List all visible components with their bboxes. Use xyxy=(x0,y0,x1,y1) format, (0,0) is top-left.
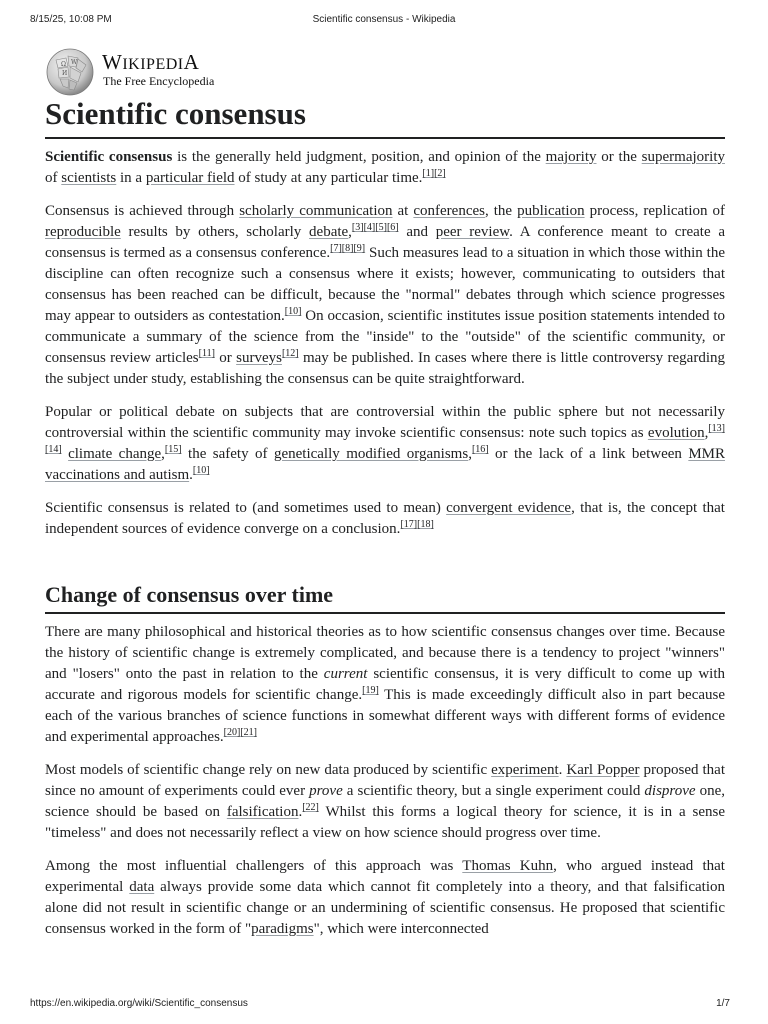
citation-ref[interactable]: [10] xyxy=(284,306,302,317)
citation-ref[interactable]: [15] xyxy=(164,444,182,455)
text-run: at xyxy=(392,203,414,219)
citation-ref[interactable]: [9] xyxy=(353,243,366,254)
wiki-link[interactable]: evolution xyxy=(647,425,705,441)
wiki-link[interactable]: particular field xyxy=(145,170,235,186)
wiki-link[interactable]: Thomas Kuhn xyxy=(462,858,554,874)
citation-ref[interactable]: [1] xyxy=(422,168,435,179)
citation-ref[interactable]: [8] xyxy=(341,243,354,254)
text-run: Popular or political debate on subjects that are controversial within the public sphere but not necessarily controversial within the scientific community may invoke scientific consensus: note such topics as xyxy=(45,404,725,441)
wiki-link[interactable]: experiment xyxy=(491,762,559,778)
text-run: , xyxy=(468,446,472,462)
text-run: of study at any particular time. xyxy=(234,170,423,186)
text-run: process, replication of xyxy=(584,203,726,219)
citation-ref[interactable]: [2] xyxy=(434,168,446,179)
svg-text:Ω: Ω xyxy=(61,61,66,68)
wiki-link[interactable]: paradigms xyxy=(251,921,314,937)
citation-ref[interactable]: [22] xyxy=(302,802,319,813)
citation-ref[interactable]: [3] xyxy=(351,222,364,233)
citation-ref[interactable]: [11] xyxy=(198,348,215,359)
text-run: This is made exceedingly difficult also in part because each of the various branches of science functions in somewhat different ways with different forms of evidence and experimental approaches. xyxy=(45,687,726,745)
print-page-number: 1/7 xyxy=(716,998,730,1009)
paragraph xyxy=(45,760,725,844)
text-run: and xyxy=(398,224,436,240)
text-run: or xyxy=(214,350,237,366)
svg-text:W: W xyxy=(71,59,78,66)
citation-ref[interactable]: [7] xyxy=(330,243,342,254)
citation-ref[interactable]: [21] xyxy=(240,727,258,738)
print-page-title: Scientific consensus - Wikipedia xyxy=(312,14,456,25)
wikipedia-wordmark xyxy=(102,50,199,75)
text-run: Such measures lead to a situation in which those within the discipline can often recognize such a consensus where it exists; however, communicating to outsiders that consensus has been reached can be difficult, because the "normal" debates through which science progresses may appear to outsiders as contestation. xyxy=(45,245,725,324)
citation-ref[interactable]: [4] xyxy=(363,222,376,233)
citation-ref[interactable]: [18] xyxy=(417,519,434,530)
wordmark-rest: IKIPEDI xyxy=(122,56,184,73)
text-run: , xyxy=(348,224,352,240)
citation-ref[interactable]: [13] xyxy=(708,423,725,434)
text-run: Among the most influential challengers of this approach was xyxy=(45,858,463,874)
text-run: ", which were interconnected xyxy=(313,921,489,937)
citation-ref[interactable]: [10] xyxy=(192,465,210,476)
text-run: proposed that since no amount of experiments could ever xyxy=(45,762,726,799)
paragraph xyxy=(45,622,725,748)
text-run: scientific consensus, it is very difficult to come up with accurate and rigorous models for scientific change. xyxy=(45,666,725,703)
text-run: is the generally held judgment, position, and opinion of the xyxy=(172,149,546,165)
wiki-link[interactable]: climate change xyxy=(68,446,162,462)
text-run: , the xyxy=(485,203,518,219)
print-header xyxy=(30,14,738,28)
wiki-link[interactable]: publication xyxy=(517,203,585,219)
emphasis-text: disprove xyxy=(644,783,696,799)
text-run: , who argued instead that experimental xyxy=(45,858,725,895)
article-title: Scientific consensus xyxy=(45,92,725,139)
citation-ref[interactable]: [17] xyxy=(400,519,418,530)
text-run: in a xyxy=(116,170,146,186)
text-run: , xyxy=(704,425,709,441)
citation-ref[interactable]: [16] xyxy=(471,444,489,455)
text-run: a scientific theory, but a single experiment could xyxy=(342,783,645,799)
text-run: . xyxy=(189,467,193,483)
citation-ref[interactable]: [19] xyxy=(362,685,379,696)
text-run: or the xyxy=(596,149,642,165)
wiki-link[interactable]: surveys xyxy=(236,350,282,366)
wiki-link[interactable]: scholarly communication xyxy=(239,203,393,219)
text-run: of xyxy=(45,170,62,186)
citation-ref[interactable]: [6] xyxy=(386,222,399,233)
wiki-link[interactable]: MMR vaccinations and autism xyxy=(45,446,726,483)
wikipedia-tagline: The Free Encyclopedia xyxy=(103,74,215,88)
paragraph xyxy=(45,402,725,486)
wiki-link[interactable]: falsification xyxy=(226,804,299,820)
emphasis-text: prove xyxy=(309,783,343,799)
text-run: one, science should be based on xyxy=(45,783,725,820)
lead-paragraph xyxy=(45,147,725,189)
text-run: . xyxy=(558,762,567,778)
text-run: , that is, the concept that independent sources of evidence converge on a conclusion. xyxy=(45,500,725,537)
wiki-link[interactable]: genetically modified organisms xyxy=(273,446,469,462)
print-datetime: 8/15/25, 10:08 PM xyxy=(30,14,112,25)
paragraph xyxy=(45,856,725,940)
text-run: results by others, scholarly xyxy=(120,224,310,240)
emphasis-text: current xyxy=(323,666,368,682)
text-run: Scientific consensus is related to (and sometimes used to mean) xyxy=(45,500,447,516)
text-run: . xyxy=(298,804,303,820)
text-run: the safety of xyxy=(181,446,274,462)
text-run: . A conference meant to create a consensus is termed as a consensus conference. xyxy=(45,224,725,261)
wordmark-cap: W xyxy=(102,50,123,74)
text-run: Whilst this forms a logical theory for science, it is in a sense "timeless" and does not necessarily reflect a view on how science should progress over time. xyxy=(45,804,725,841)
text-run: or the lack of a link between xyxy=(488,446,689,462)
wiki-link[interactable]: conferences xyxy=(413,203,485,219)
wiki-link[interactable]: debate xyxy=(309,224,349,240)
citation-ref[interactable]: [12] xyxy=(281,348,299,359)
wiki-link[interactable]: supermajority xyxy=(641,149,725,165)
wiki-link[interactable]: reproducible xyxy=(45,224,121,240)
wikipedia-globe-icon xyxy=(44,46,96,98)
wiki-link[interactable]: scientists xyxy=(61,170,117,186)
paragraph xyxy=(45,201,725,390)
paragraph xyxy=(45,498,725,540)
print-footer xyxy=(30,998,738,1012)
citation-ref[interactable]: [20] xyxy=(223,727,241,738)
text-run: On occasion, scientific institutes issue position statements intended to communicate a summary of the science from the "inside" to the "outside" of the scientific community, or consensus review articles xyxy=(45,308,725,366)
wordmark-end: A xyxy=(183,50,200,74)
svg-text:И: И xyxy=(62,70,68,77)
text-run: Most models of scientific change rely on new data produced by scientific xyxy=(45,762,492,778)
text-run: may be published. In cases where there is little controversy regarding the subject under study, establishing the consensus can be quite straightforward. xyxy=(45,350,725,387)
text-run: Consensus is achieved through xyxy=(45,203,240,219)
wiki-link[interactable]: majority xyxy=(545,149,597,165)
text-run: There are many philosophical and historical theories as to how scientific consensus changes over time. Because the history of scientific change is extremely complicated, and because there is a tendency to project "winners" and "losers" onto the past in relation to the xyxy=(45,624,725,682)
wiki-link[interactable]: Karl Popper xyxy=(566,762,640,778)
print-url: https://en.wikipedia.org/wiki/Scientific_consensus xyxy=(30,998,248,1009)
citation-ref[interactable]: [5] xyxy=(375,222,387,233)
wiki-link[interactable]: convergent evidence xyxy=(446,500,572,516)
citation-ref[interactable]: [14] xyxy=(45,444,62,455)
wiki-link[interactable]: data xyxy=(129,879,155,895)
text-run: always provide some data which cannot fit completely into a theory, and that falsification alone did not result in scientific change or an undermining of scientific consensus. He proposed that scientific consensus worked in the form of " xyxy=(45,879,725,937)
section-heading-change-of-consensus: Change of consensus over time xyxy=(45,580,725,614)
text-run: , xyxy=(161,446,165,462)
article-content xyxy=(45,92,725,940)
wikipedia-logo[interactable] xyxy=(44,44,244,94)
bold-term: Scientific consensus xyxy=(45,149,173,165)
wiki-link[interactable]: peer review xyxy=(435,224,510,240)
